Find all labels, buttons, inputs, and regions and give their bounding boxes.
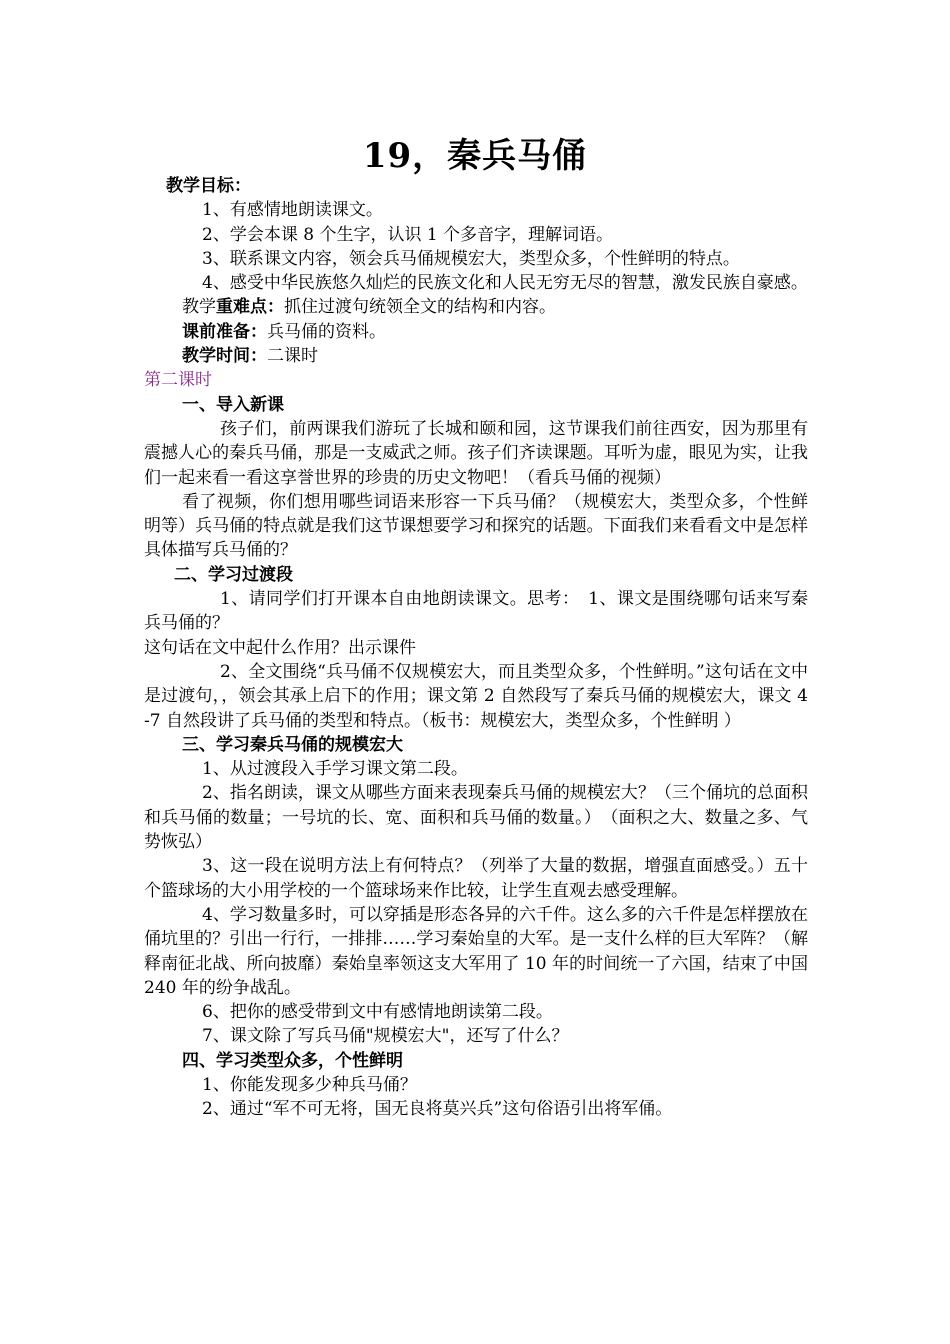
section-heading: 三、学习秦兵马俑的规模宏大	[182, 734, 403, 755]
time-text: 二课时	[267, 346, 318, 367]
list-item: 6、把你的感受带到文中有感情地朗读第二段。	[202, 1002, 553, 1023]
paragraph: 这句话在文中起什么作用？出示课件	[144, 637, 416, 658]
prep-label: 课前准备：	[182, 321, 267, 342]
list-item: 1、你能发现多少种兵马俑？	[202, 1074, 417, 1095]
goal-item: 4、感受中华民族悠久灿烂的民族文化和人民无穷无尽的智慧，激发民族自豪感。	[202, 273, 808, 294]
time-label: 教学时间：	[182, 346, 267, 367]
prep-line	[144, 320, 808, 344]
difficulty-text: 抓住过渡句统领全文的结构和内容。	[284, 297, 556, 318]
list-item: 7、课文除了写兵马俑"规模宏大"，还写了什么？	[202, 1026, 569, 1047]
list-item: 4、学习数量多时，可以穿插是形态各异的六千件。这么多的六千件是怎样摆放在俑坑里的？引出一行行，一排排……学习秦始皇的大军。是一支什么样的巨大军阵？（解释南征北战、所向披靡）秦始皇率领这支大军用了 10 年的时间统一了六国，结束了中国 240 年的纷争战乱。	[144, 904, 808, 998]
section-heading: 四、学习类型众多，个性鲜明	[182, 1050, 403, 1071]
list-item: 3、这一段在说明方法上有何特点？（列举了大量的数据，增强直面感受。）五十个篮球场的大小用学校的一个篮球场来作比较，让学生直观去感受理解。	[144, 856, 808, 901]
paragraph: 看了视频，你们想用哪些词语来形容一下兵马俑？（规模宏大，类型众多，个性鲜明等）兵马俑的特点就是我们这节课想要学习和探究的话题。下面我们来看看文中是怎样具体描写兵马俑的？	[144, 491, 808, 561]
paragraph: 孩子们，前两课我们游玩了长城和颐和园，这节课我们前往西安，因为那里有震撼人心的秦兵马俑，那是一支威武之师。孩子们齐读课题。耳听为虚，眼见为实，让我们一起来看一看这享誉世界的珍贵的历史文物吧！（看兵马俑的视频）	[144, 418, 808, 488]
page-title: 19，秦兵马俑	[362, 136, 588, 176]
list-item: 2、通过“军不可无将，国无良将莫兴兵”这句俗语引出将军俑。	[202, 1099, 673, 1120]
goals-heading: 教学目标：	[166, 176, 251, 196]
difficulty-line	[144, 295, 808, 319]
section-heading: 二、学习过渡段	[174, 564, 293, 585]
paragraph: 2、全文围绕“兵马俑不仅规模宏大，而且类型众多，个性鲜明。”这句话在文中是过渡句，，领会其承上启下的作用；课文第 2 自然段写了秦兵马俑的规模宏大，课文 4 -7 自然段讲了兵马俑的类型和特点。（板书：规模宏大，类型众多，个性鲜明 ）	[144, 661, 808, 731]
prep-text: 兵马俑的资料。	[267, 321, 386, 342]
difficulty-prefix: 教学	[182, 297, 216, 318]
time-line	[144, 344, 808, 368]
document-body	[144, 174, 808, 1122]
goal-item: 2、学会本课 8 个生字，认识 1 个多音字，理解词语。	[202, 224, 614, 245]
section-heading: 一、导入新课	[182, 394, 284, 415]
goal-item: 3、联系课文内容，领会兵马俑规模宏大，类型众多，个性鲜明的特点。	[202, 248, 740, 269]
lesson-label: 第二课时	[144, 370, 212, 391]
list-item: 2、指名朗读，课文从哪些方面来表现秦兵马俑的规模宏大？（三个俑坑的总面积和兵马俑的数量；一号坑的长、宽、面积和兵马俑的数量。） （面积之大、数量之多、气势恢弘）	[144, 783, 808, 853]
difficulty-label: 重难点：	[216, 297, 284, 318]
goal-item: 1、有感情地朗读课文。	[202, 200, 383, 221]
list-item: 1、从过渡段入手学习课文第二段。	[202, 759, 468, 780]
paragraph: 1、请同学们打开课本自由地朗读课文。思考： 1、课文是围绕哪句话来写秦兵马俑的？	[144, 589, 808, 634]
